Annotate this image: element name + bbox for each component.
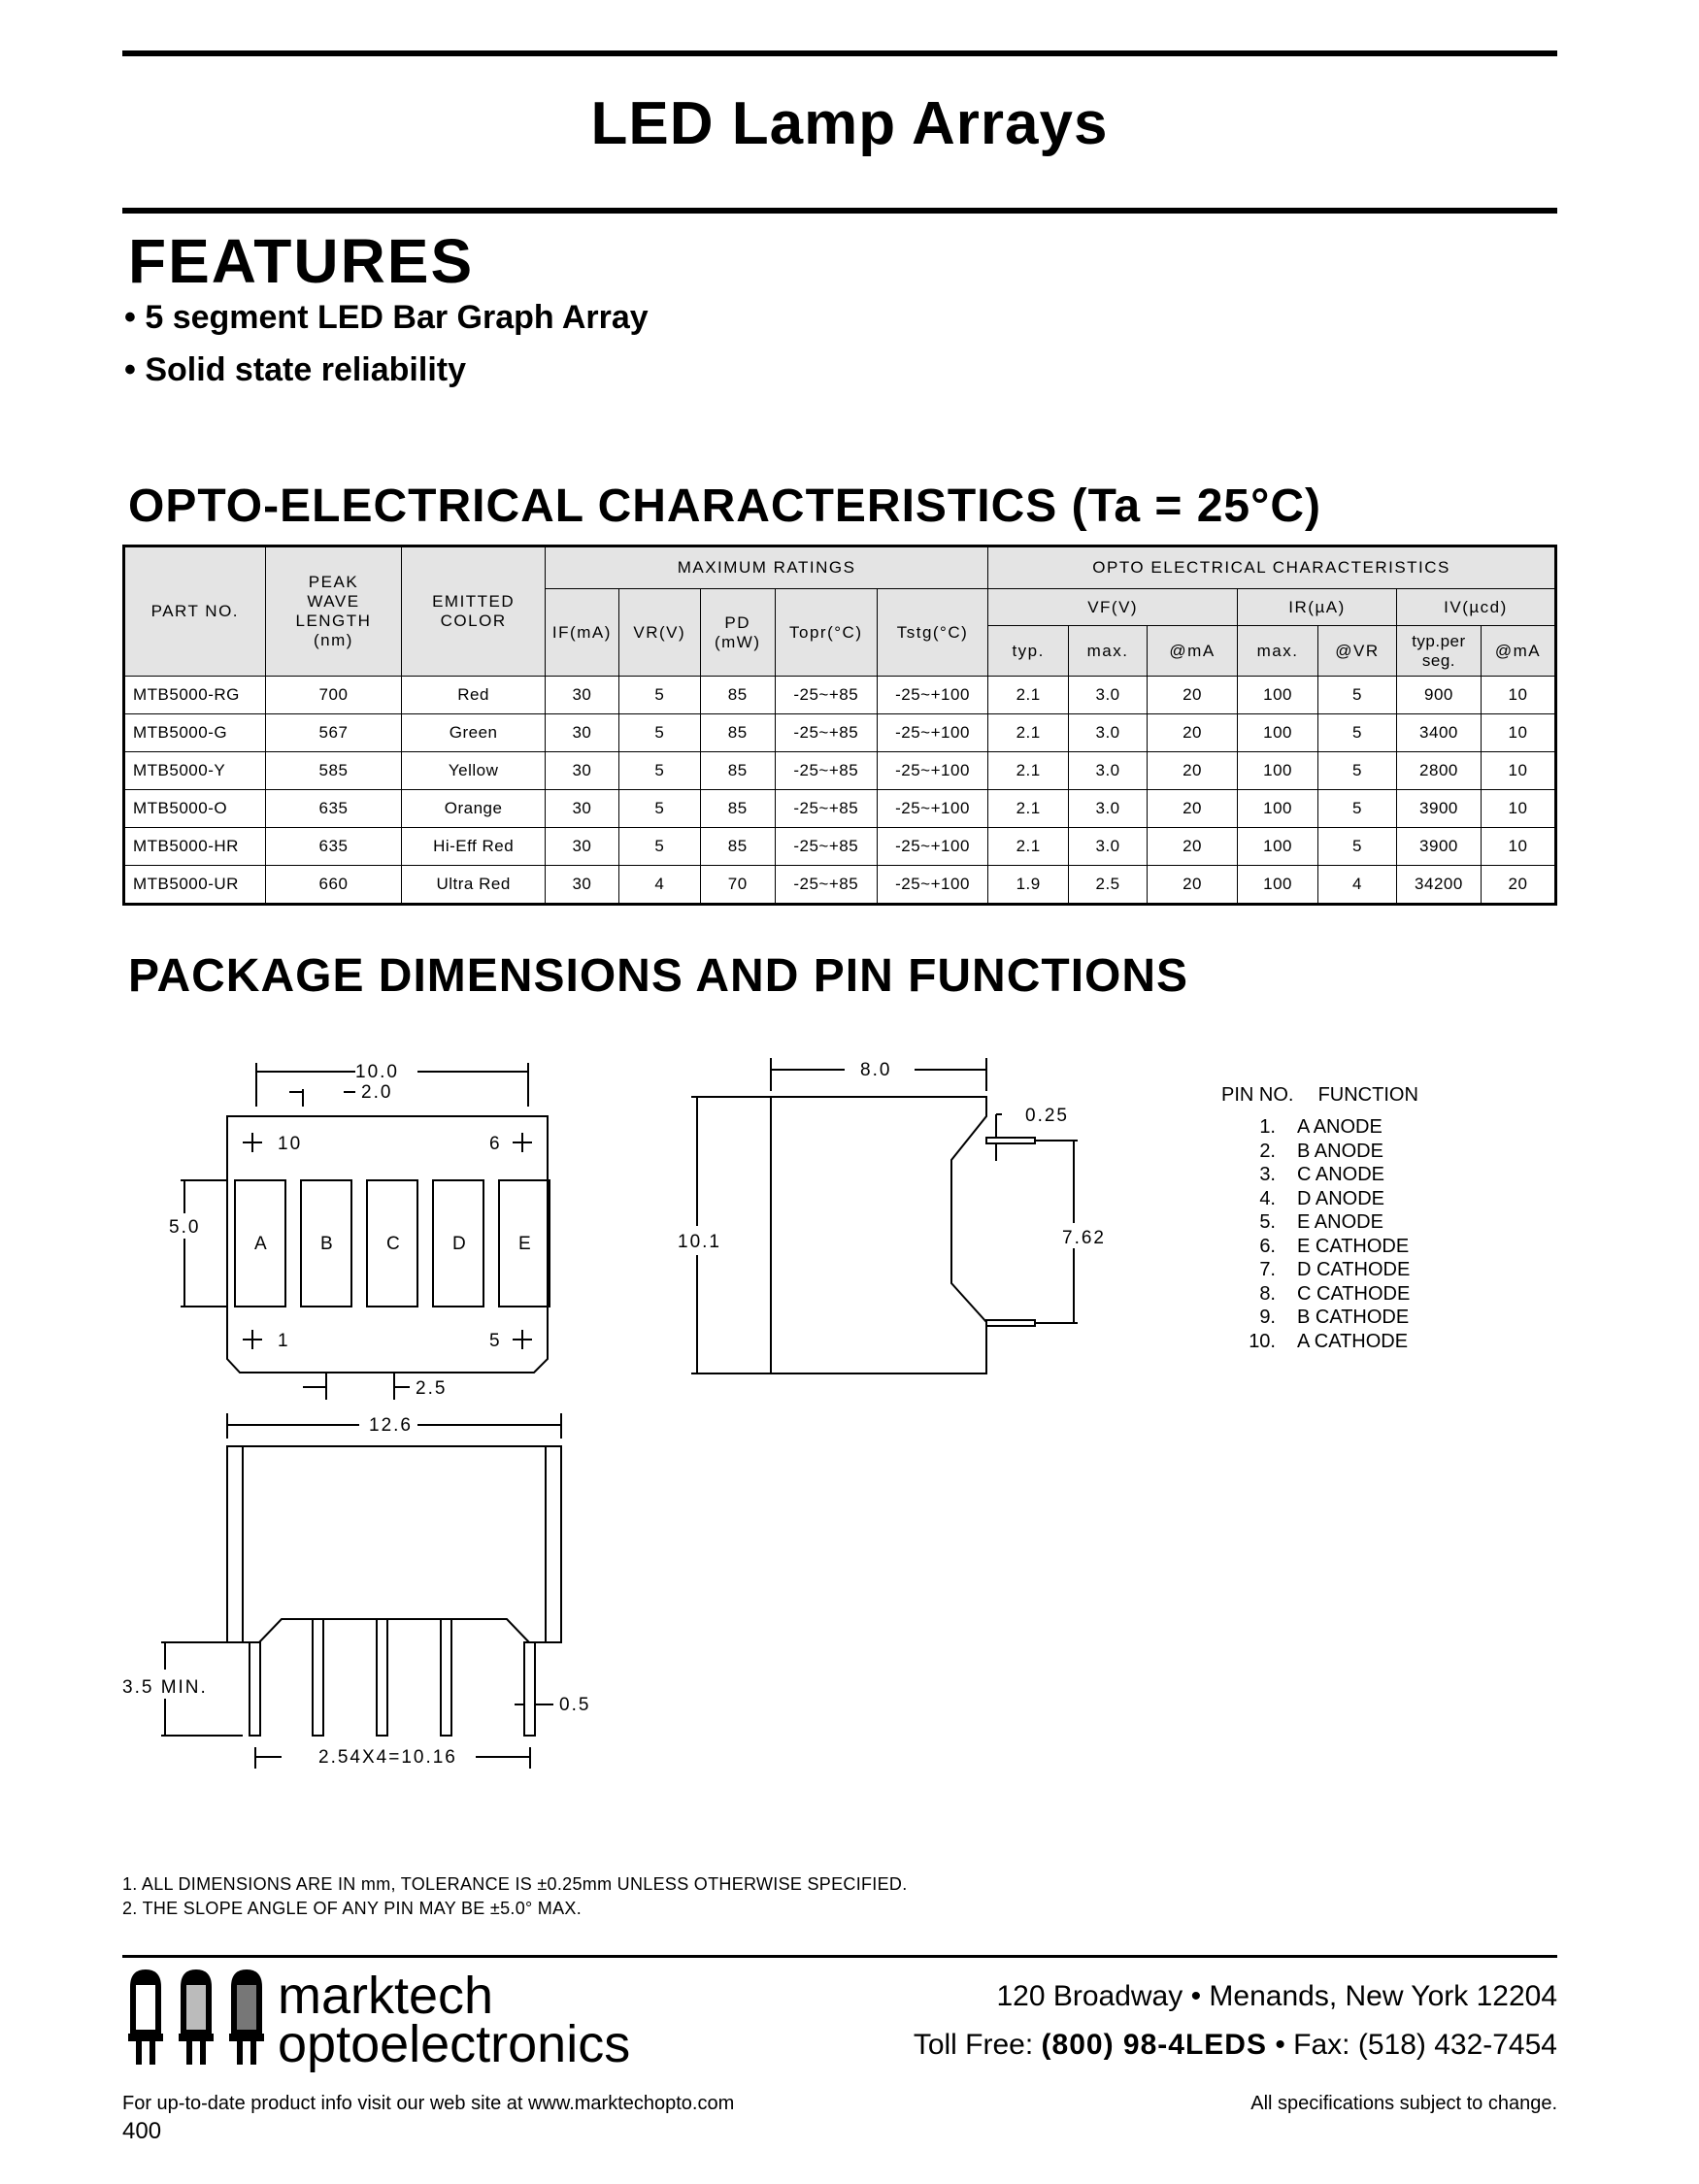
table-cell: 10	[1481, 828, 1555, 866]
pin-number: 4.	[1259, 1187, 1276, 1209]
table-cell: 5	[1318, 677, 1397, 714]
feature-item: • 5 segment LED Bar Graph Array	[124, 299, 649, 336]
dim-pin-pitch: 2.5	[416, 1378, 448, 1399]
table-cell: 3900	[1396, 790, 1481, 828]
brand-name-line1: marktech	[278, 1967, 494, 2025]
pin-number: 7.	[1259, 1259, 1276, 1280]
table-cell: 5	[618, 790, 700, 828]
seg-label-a: A	[254, 1234, 269, 1254]
table-row	[124, 866, 1556, 905]
table-cell: 4	[1318, 866, 1397, 905]
col-topr: Topr(°C)	[775, 589, 877, 677]
table-cell: 20	[1148, 866, 1238, 905]
table-cell: -25~+85	[775, 790, 877, 828]
pin-number: 10.	[1249, 1330, 1276, 1352]
table-cell: 100	[1238, 828, 1318, 866]
pin-function: C CATHODE	[1297, 1282, 1411, 1305]
vf-group: VF(V)	[988, 589, 1238, 626]
pin-function: D CATHODE	[1297, 1259, 1411, 1280]
table-cell: 30	[545, 677, 618, 714]
table-cell: MTB5000-HR	[124, 828, 266, 866]
pin-number: 2.	[1259, 1140, 1276, 1162]
opto-char-header: OPTO ELECTRICAL CHARACTERISTICS	[988, 546, 1556, 589]
col-part-no: PART NO.	[124, 546, 266, 677]
table-cell: 700	[265, 677, 402, 714]
pin-function: A CATHODE	[1297, 1330, 1409, 1352]
page-number: 400	[122, 2118, 162, 2144]
pin-table-header	[1221, 1084, 1418, 1107]
contact-line	[914, 2029, 1557, 2062]
table-cell: -25~+100	[877, 828, 987, 866]
seg-label-e: E	[518, 1234, 533, 1254]
dim-pin-span: 2.54X4=10.16	[318, 1747, 457, 1768]
dim-side-height: 10.1	[678, 1232, 721, 1252]
table-cell: -25~+85	[775, 677, 877, 714]
table-cell: 567	[265, 714, 402, 752]
table-cell: 85	[700, 714, 775, 752]
table-cell: 5	[1318, 790, 1397, 828]
table-cell: 85	[700, 828, 775, 866]
table-cell: MTB5000-G	[124, 714, 266, 752]
pin-function: A ANODE	[1297, 1116, 1383, 1138]
table-cell: 2.1	[988, 752, 1069, 790]
table-cell: 10	[1481, 790, 1555, 828]
table-cell: 10	[1481, 677, 1555, 714]
table-cell: -25~+85	[775, 714, 877, 752]
table-cell: 20	[1481, 866, 1555, 905]
feature-item: • Solid state reliability	[124, 351, 467, 388]
col-ir-max: max.	[1238, 626, 1318, 677]
table-cell: 2.1	[988, 714, 1069, 752]
table-cell: 635	[265, 790, 402, 828]
max-ratings-header: MAXIMUM RATINGS	[545, 546, 987, 589]
pin-function: D ANODE	[1297, 1187, 1385, 1209]
table-cell: Red	[402, 677, 546, 714]
table-cell: -25~+100	[877, 866, 987, 905]
dim-pin-length: 3.5 MIN.	[122, 1677, 208, 1698]
table-cell: MTB5000-RG	[124, 677, 266, 714]
table-row	[124, 752, 1556, 790]
dim-seg-pitch: 2.0	[361, 1082, 393, 1103]
note-2: 2. THE SLOPE ANGLE OF ANY PIN MAY BE ±5.0° MAX.	[122, 1899, 583, 1918]
pin-number: 5.	[1259, 1211, 1276, 1233]
seg-label-d: D	[452, 1234, 468, 1254]
table-cell: 5	[618, 714, 700, 752]
website-note: For up-to-date product info visit our web site at www.marktechopto.com	[122, 2093, 735, 2114]
note-1: 1. ALL DIMENSIONS ARE IN mm, TOLERANCE IS ±0.25mm UNLESS OTHERWISE SPECIFIED.	[122, 1874, 908, 1894]
table-cell: MTB5000-UR	[124, 866, 266, 905]
table-row	[124, 790, 1556, 828]
pin-function: B ANODE	[1297, 1140, 1383, 1162]
pin-number: 9.	[1259, 1307, 1276, 1328]
table-cell: 900	[1396, 677, 1481, 714]
features-heading: FEATURES	[128, 226, 475, 296]
table-cell: 30	[545, 866, 618, 905]
dim-height: 5.0	[169, 1217, 201, 1238]
table-cell: -25~+100	[877, 790, 987, 828]
table-cell: 5	[618, 828, 700, 866]
pin-number: 6.	[1259, 1235, 1276, 1257]
address: 120 Broadway • Menands, New York 12204	[996, 1980, 1557, 2012]
table-cell: 100	[1238, 752, 1318, 790]
col-vf-max: max.	[1069, 626, 1148, 677]
dim-side-width: 8.0	[860, 1060, 892, 1080]
pin-no-header: PIN NO.	[1221, 1084, 1294, 1106]
table-cell: -25~+85	[775, 828, 877, 866]
table-cell: 30	[545, 714, 618, 752]
col-ir-vr: @VR	[1318, 626, 1397, 677]
table-cell: 3.0	[1069, 790, 1148, 828]
col-emitted-color: EMITTED COLOR	[402, 546, 546, 677]
table-cell: 2.1	[988, 828, 1069, 866]
table-cell: 100	[1238, 866, 1318, 905]
col-iv-typ: typ.per seg.	[1396, 626, 1481, 677]
table-cell: 5	[1318, 752, 1397, 790]
table-cell: 30	[545, 790, 618, 828]
table-cell: 3400	[1396, 714, 1481, 752]
seg-label-b: B	[320, 1234, 335, 1254]
col-iv-ma: @mA	[1481, 626, 1555, 677]
table-cell: 100	[1238, 790, 1318, 828]
table-cell: 635	[265, 828, 402, 866]
col-tstg: Tstg(°C)	[877, 589, 987, 677]
table-cell: -25~+100	[877, 677, 987, 714]
table-cell: 3.0	[1069, 677, 1148, 714]
col-pd: PD (mW)	[700, 589, 775, 677]
table-cell: 20	[1148, 790, 1238, 828]
table-cell: Yellow	[402, 752, 546, 790]
function-header: FUNCTION	[1317, 1084, 1418, 1106]
col-vf-ma: @mA	[1148, 626, 1238, 677]
table-cell: 20	[1148, 752, 1238, 790]
table-cell: -25~+85	[775, 866, 877, 905]
dim-lead-span: 7.62	[1062, 1228, 1106, 1248]
pin-function: E ANODE	[1297, 1211, 1383, 1233]
table-cell: 70	[700, 866, 775, 905]
table-cell: Ultra Red	[402, 866, 546, 905]
table-cell: 3.0	[1069, 714, 1148, 752]
table-cell: 10	[1481, 752, 1555, 790]
seg-label-c: C	[386, 1234, 402, 1254]
package-heading: PACKAGE DIMENSIONS AND PIN FUNCTIONS	[128, 950, 1189, 1002]
table-row	[124, 828, 1556, 866]
table-cell: 30	[545, 752, 618, 790]
corner-label-6: 6	[489, 1134, 502, 1154]
pin-number: 8.	[1259, 1282, 1276, 1305]
table-cell: 2800	[1396, 752, 1481, 790]
footer-rule	[122, 1955, 1557, 1958]
table-cell: 85	[700, 790, 775, 828]
corner-label-1: 1	[278, 1331, 290, 1351]
table-cell: -25~+100	[877, 752, 987, 790]
front-view-drawing	[107, 1048, 612, 1776]
col-peak-wave: PEAK WAVE LENGTH (nm)	[265, 546, 402, 677]
change-note: All specifications subject to change.	[1250, 2093, 1557, 2114]
iv-group: IV(µcd)	[1396, 589, 1555, 626]
ir-group: IR(µA)	[1238, 589, 1397, 626]
table-cell: 2.1	[988, 677, 1069, 714]
dim-base-width: 12.6	[369, 1415, 413, 1436]
table-cell: 3900	[1396, 828, 1481, 866]
table-cell: 5	[618, 752, 700, 790]
pin-function: B CATHODE	[1297, 1307, 1410, 1328]
table-cell: 2.1	[988, 790, 1069, 828]
table-cell: MTB5000-Y	[124, 752, 266, 790]
table-row	[124, 714, 1556, 752]
table-cell: 585	[265, 752, 402, 790]
table-cell: 2.5	[1069, 866, 1148, 905]
brand-name-line2: optoelectronics	[278, 2015, 631, 2073]
led-logo-icon	[126, 1966, 268, 2067]
table-cell: 3.0	[1069, 752, 1148, 790]
table-cell: 10	[1481, 714, 1555, 752]
corner-label-10: 10	[278, 1134, 303, 1154]
table-cell: 85	[700, 752, 775, 790]
title-rule	[122, 208, 1557, 214]
col-if: IF(mA)	[545, 589, 618, 677]
pin-number: 1.	[1259, 1116, 1276, 1138]
table-row	[124, 677, 1556, 714]
table-cell: 1.9	[988, 866, 1069, 905]
table-cell: 20	[1148, 677, 1238, 714]
table-cell: 30	[545, 828, 618, 866]
col-vf-typ: typ.	[988, 626, 1069, 677]
table-cell: 660	[265, 866, 402, 905]
table-cell: 5	[618, 677, 700, 714]
table-cell: Green	[402, 714, 546, 752]
table-cell: 5	[1318, 714, 1397, 752]
pin-function: C ANODE	[1297, 1164, 1385, 1185]
top-rule	[122, 50, 1557, 56]
toll-free-label: Toll Free:	[913, 2029, 1042, 2061]
characteristics-table	[122, 545, 1557, 906]
table-cell: 20	[1148, 828, 1238, 866]
col-vr: VR(V)	[618, 589, 700, 677]
pin-function: E CATHODE	[1297, 1235, 1410, 1257]
dim-pin-width: 0.5	[559, 1695, 591, 1715]
table-cell: 34200	[1396, 866, 1481, 905]
table-cell: -25~+100	[877, 714, 987, 752]
corner-label-5: 5	[489, 1331, 502, 1351]
dim-lead-thickness: 0.25	[1025, 1106, 1069, 1126]
table-cell: 20	[1148, 714, 1238, 752]
fax-number: • Fax: (518) 432-7454	[1266, 2029, 1557, 2061]
opto-heading: OPTO-ELECTRICAL CHARACTERISTICS (Ta = 25°C)	[128, 480, 1321, 532]
pin-number: 3.	[1259, 1164, 1276, 1185]
dim-top-width: 10.0	[355, 1062, 399, 1082]
table-cell: 100	[1238, 714, 1318, 752]
table-cell: 100	[1238, 677, 1318, 714]
table-cell: MTB5000-O	[124, 790, 266, 828]
table-cell: -25~+85	[775, 752, 877, 790]
table-cell: 5	[1318, 828, 1397, 866]
table-cell: Hi-Eff Red	[402, 828, 546, 866]
table-cell: 3.0	[1069, 828, 1148, 866]
page-title: LED Lamp Arrays	[590, 90, 1109, 157]
table-cell: Orange	[402, 790, 546, 828]
table-cell: 85	[700, 677, 775, 714]
toll-free-number: (800) 98-4LEDS	[1041, 2029, 1267, 2061]
table-cell: 4	[618, 866, 700, 905]
side-view-drawing	[670, 1048, 1116, 1378]
